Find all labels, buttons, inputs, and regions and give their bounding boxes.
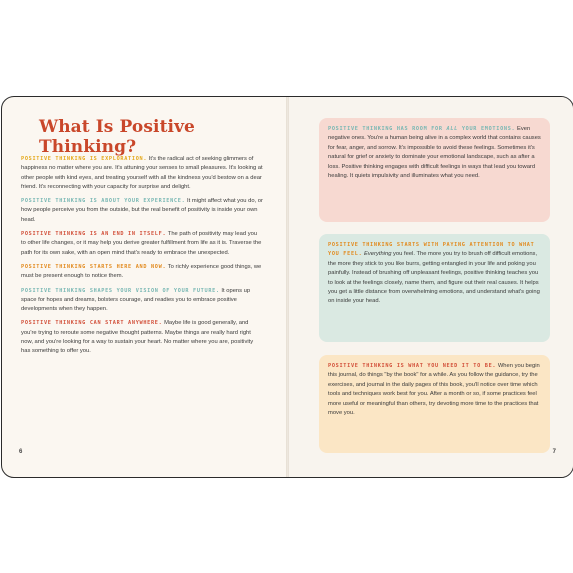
- paragraph-text: It's the radical act of seeking glimmers of happiness no matter where you are. It's attuning your senses to small pleasures. It's looking at other people with kind eyes, and treating yourself with all the kindness you'd bestow on a dear friend. It's reconnecting with your capacity for surprise and delight.: [21, 156, 263, 190]
- right-page: [289, 97, 573, 477]
- callout-box-attention: [319, 234, 550, 342]
- callout-body: Even negative ones. You're a human being alive in a complex world that contains causes for fear, anger, and sorrow. It's impossible to avoid these feelings. Sometimes it's natural for grief or anxiety to dominate your emotional landscape, such as after a loss. Positive thinking engages with difficult feelings in ways that lead you toward healing. It quiets impulsivity and illuminates what you need.: [328, 126, 541, 180]
- callout-body: you feel. The more you try to brush off difficult emotions, the more they stick to you like burrs, getting entangled in your life and poking you painfully. Instead of brushing off unpleasant feelings, positive thinking teaches you to look at the feelings closely, name them, and figure out their real causes. It helps you get a little distance from overwhelming emotions, and understand what's going on inside your head.: [328, 251, 540, 305]
- page-number-right: 7: [552, 449, 556, 455]
- paragraph-anywhere: [21, 319, 263, 356]
- callout-text: [328, 362, 541, 418]
- callout-keyword: POSITIVE THINKING HAS ROOM FOR: [328, 126, 447, 132]
- paragraph-here-and-now: [21, 263, 263, 282]
- paragraph-keyword: POSITIVE THINKING IS AN END IN ITSELF.: [21, 231, 167, 238]
- paragraph-text: It might affect what you do, or how people perceive you from the outside, but the real benefit of positivity is inside your own head.: [21, 198, 263, 223]
- paragraph-vision: [21, 287, 263, 315]
- callout-body: When you begin this journal, do things "by the book" for a while. As you follow the guidance, try the exercises, and journal in the daily pages of this book, you'll notice over time which tools and techniques work best for you. After a month or so, if some practices feel more useful or meaningful than others, try devoting more time to the practices that move you.: [328, 363, 540, 417]
- paragraph-text: Maybe life is good generally, and you're trying to reroute some negative thought patterns. Maybe things are really hard right now, and you're looking for a way to sustain your heart. No matter where you are, positivity has something to offer you.: [21, 320, 254, 355]
- page-title: What Is Positive Thinking?: [39, 117, 195, 157]
- left-page: [2, 97, 286, 477]
- paragraph-text: It opens up space for hopes and dreams, bolsters courage, and readies you to embrace positive developments when they happen.: [21, 287, 251, 313]
- page-number-left: 6: [19, 449, 23, 455]
- paragraph-end-in-itself: [21, 230, 263, 258]
- callout-keyword-emphasis: ALL: [446, 126, 459, 132]
- paragraph-keyword: POSITIVE THINKING IS EXPLORATION.: [21, 156, 148, 162]
- callout-text: [328, 125, 541, 181]
- paragraph-text: The path of positivity may lead you to other life changes, or it may help you derive greater fulfillment from life as it is. Traverse the path for its own sake, with an open mind that's ready to embrace the unexpected.: [21, 231, 262, 256]
- paragraph-exploration: [21, 155, 263, 192]
- paragraph-text: To richly experience good things, we must be present enough to notice them.: [21, 263, 262, 280]
- paragraph-keyword: POSITIVE THINKING CAN START ANYWHERE.: [21, 320, 163, 327]
- paragraph-keyword: POSITIVE THINKING IS ABOUT YOUR EXPERIENCE.: [21, 198, 186, 205]
- book-spread: [1, 96, 573, 478]
- callout-emphasis: Everything: [362, 251, 392, 258]
- callout-text: [328, 241, 541, 307]
- paragraph-experience: [21, 197, 263, 225]
- callout-box-what-you-need: [319, 355, 550, 453]
- callout-keyword: POSITIVE THINKING STARTS WITH PAYING ATTENTION TO WHAT YOU FEEL.: [328, 242, 535, 258]
- callout-box-emotions: [319, 118, 550, 222]
- left-page-body: [21, 155, 263, 362]
- paragraph-keyword: POSITIVE THINKING STARTS HERE AND NOW.: [21, 263, 167, 270]
- callout-keyword: POSITIVE THINKING IS WHAT YOU NEED IT TO BE.: [328, 363, 497, 369]
- paragraph-keyword: POSITIVE THINKING SHAPES YOUR VISION OF YOUR FUTURE.: [21, 287, 220, 294]
- callout-keyword: YOUR EMOTIONS.: [458, 126, 516, 132]
